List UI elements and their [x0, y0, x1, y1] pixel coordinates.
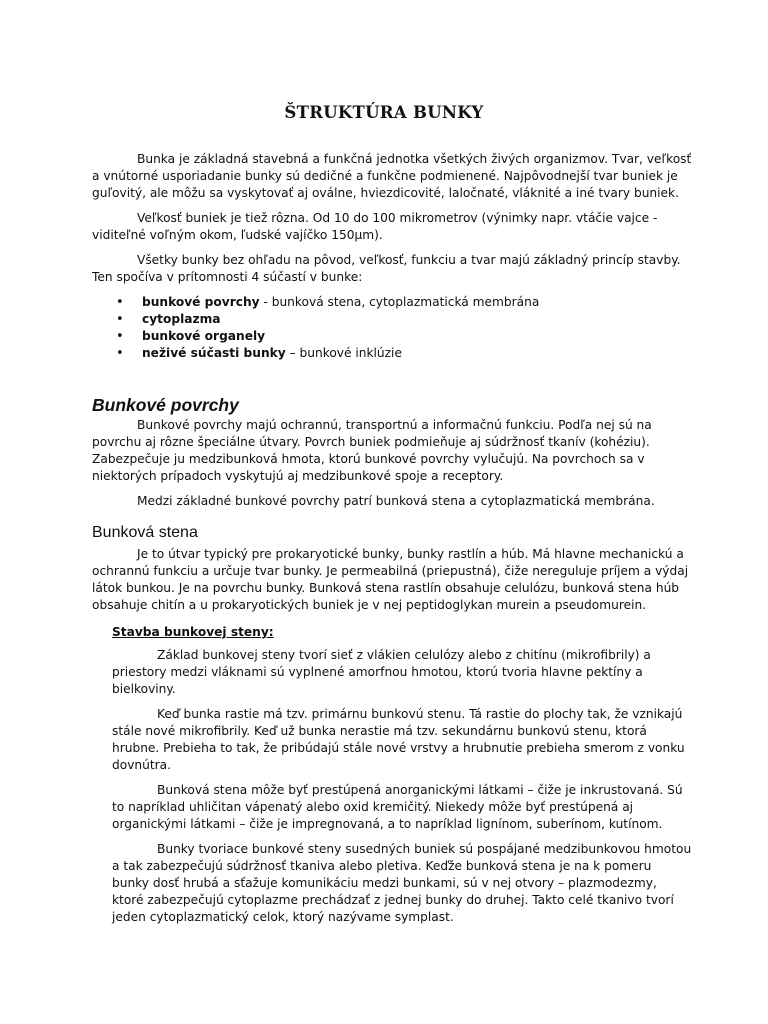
bullet-icon [116, 311, 142, 328]
bullet-icon [116, 328, 142, 345]
list-item [116, 345, 539, 362]
list-item-bold: bunkové povrchy [142, 295, 260, 309]
cell-surfaces-paragraph-2: Medzi základné bunkové povrchy patrí bunková stena a cytoplazmatická membrána. [137, 494, 655, 508]
list-item-bold: cytoplazma [142, 312, 221, 326]
section-heading-cell-surfaces: Bunkové povrchy [92, 395, 239, 415]
list-item [116, 311, 539, 328]
list-item-bold: bunkové organely [142, 329, 266, 343]
cell-surfaces-paragraph-1: Bunkové povrchy majú ochrannú, transportnú a informačnú funkciu. Podľa nej sú na povrchu aj rôzne špeciálne útvary. Povrch buniek podmieňuje aj súdržnosť tkanív (kohéziu). Zabezpečuje ju medzibunková hmota, ktorú bunkové povrchy vylučujú. Na povrchoch sa v niektorých prípadoch vyskytujú aj medzibunkové spoje a receptory. [92, 418, 652, 483]
cell-wall-structure-subheading: Stavba bunkovej steny: [112, 625, 274, 639]
list-item-rest: – bunkové inklúzie [285, 346, 402, 360]
cell-wall-paragraph-3: Keď bunka rastie má tzv. primárnu bunkovú stenu. Tá rastie do plochy tak, že vznikajú stále nové mikrofibrily. Keď už bunka nerastie má tzv. sekundárnu bunkovú stenu, ktorá hrubne. Prebieha to tak, že pribúdajú stále nové vrstvy a hrubnutie prebieha smerom z vonku dovnútra. [112, 707, 685, 772]
bullet-icon [116, 294, 142, 311]
intro-paragraph-2: Veľkosť buniek je tiež rôzna. Od 10 do 100 mikrometrov (výnimky napr. vtáčie vajce - viditeľné voľným okom, ľudské vajíčko 150μm). [92, 211, 658, 242]
section-heading-cell-wall: Bunková stena [92, 524, 198, 541]
cell-wall-paragraph-4: Bunková stena môže byť prestúpená anorganickými látkami – čiže je inkrustovaná. Sú to napríklad uhličitan vápenatý alebo oxid kremičitý. Niekedy môže byť prestúpená aj organickými látkami – čiže je impregnovaná, a to napríklad lignínom, suberínom, kutínom. [112, 783, 683, 831]
list-item-rest: - bunková stena, cytoplazmatická membrána [259, 295, 540, 309]
cell-surfaces-block [92, 417, 692, 518]
list-item [116, 294, 539, 311]
cell-wall-paragraph-5: Bunky tvoriace bunkové steny susedných buniek sú pospájané medzibunkovou hmotou a tak zabezpečujú súdržnosť tkaniva alebo pletiva. Keďže bunková stena je na k pomeru bunky dosť hrubá a sťažuje komunikáciu medzi bunkami, sú v nej otvory – plazmodezmy, ktoré zabezpečujú cytoplazme prechádzať z jednej bunky do druhej. Takto celé tkanivo tvorí jeden cytoplazmatický celok, ktorý nazývame symplast. [112, 842, 692, 924]
intro-block [92, 151, 692, 294]
list-item-bold: neživé súčasti bunky [142, 346, 286, 360]
intro-paragraph-3: Všetky bunky bez ohľadu na pôvod, veľkosť, funkciu a tvar majú základný princíp stavby. Ten spočíva v prítomnosti 4 súčastí v bunke: [92, 253, 681, 284]
page-title: ŠTRUKTÚRA BUNKY [284, 103, 484, 122]
bullet-icon [116, 345, 142, 362]
list-item [116, 328, 539, 345]
cell-wall-paragraph-2: Základ bunkovej steny tvorí sieť z vlákien celulózy alebo z chitínu (mikrofibrily) a priestory medzi vláknami sú vyplnené amorfnou hmotou, ktorú tvoria hlavne pektíny a bielkoviny. [112, 648, 651, 696]
cell-parts-list [116, 294, 539, 362]
intro-paragraph-1: Bunka je základná stavebná a funkčná jednotka všetkých živých organizmov. Tvar, veľkosť a vnútorné usporiadanie bunky sú dedičné a funkčne podmienené. Najpôvodnejší tvar buniek je guľovitý, ale môžu sa vyskytovať aj oválne, hviezdicovité, laločnaté, vláknité a iné tvary buniek. [92, 152, 692, 200]
cell-wall-intro-block [92, 546, 692, 622]
cell-wall-structure-block [112, 647, 692, 934]
cell-wall-paragraph-1: Je to útvar typický pre prokaryotické bunky, bunky rastlín a húb. Má hlavne mechanickú a ochrannú funkciu a určuje tvar bunky. Je permeabilná (priepustná), čiže nereguluje príjem a výdaj látok bunkou. Je na povrchu bunky. Bunková stena rastlín obsahuje celulózu, bunková stena húb obsahuje chitín a u prokaryotických buniek je v nej peptidoglykan murein a pseudomurein. [92, 547, 689, 612]
